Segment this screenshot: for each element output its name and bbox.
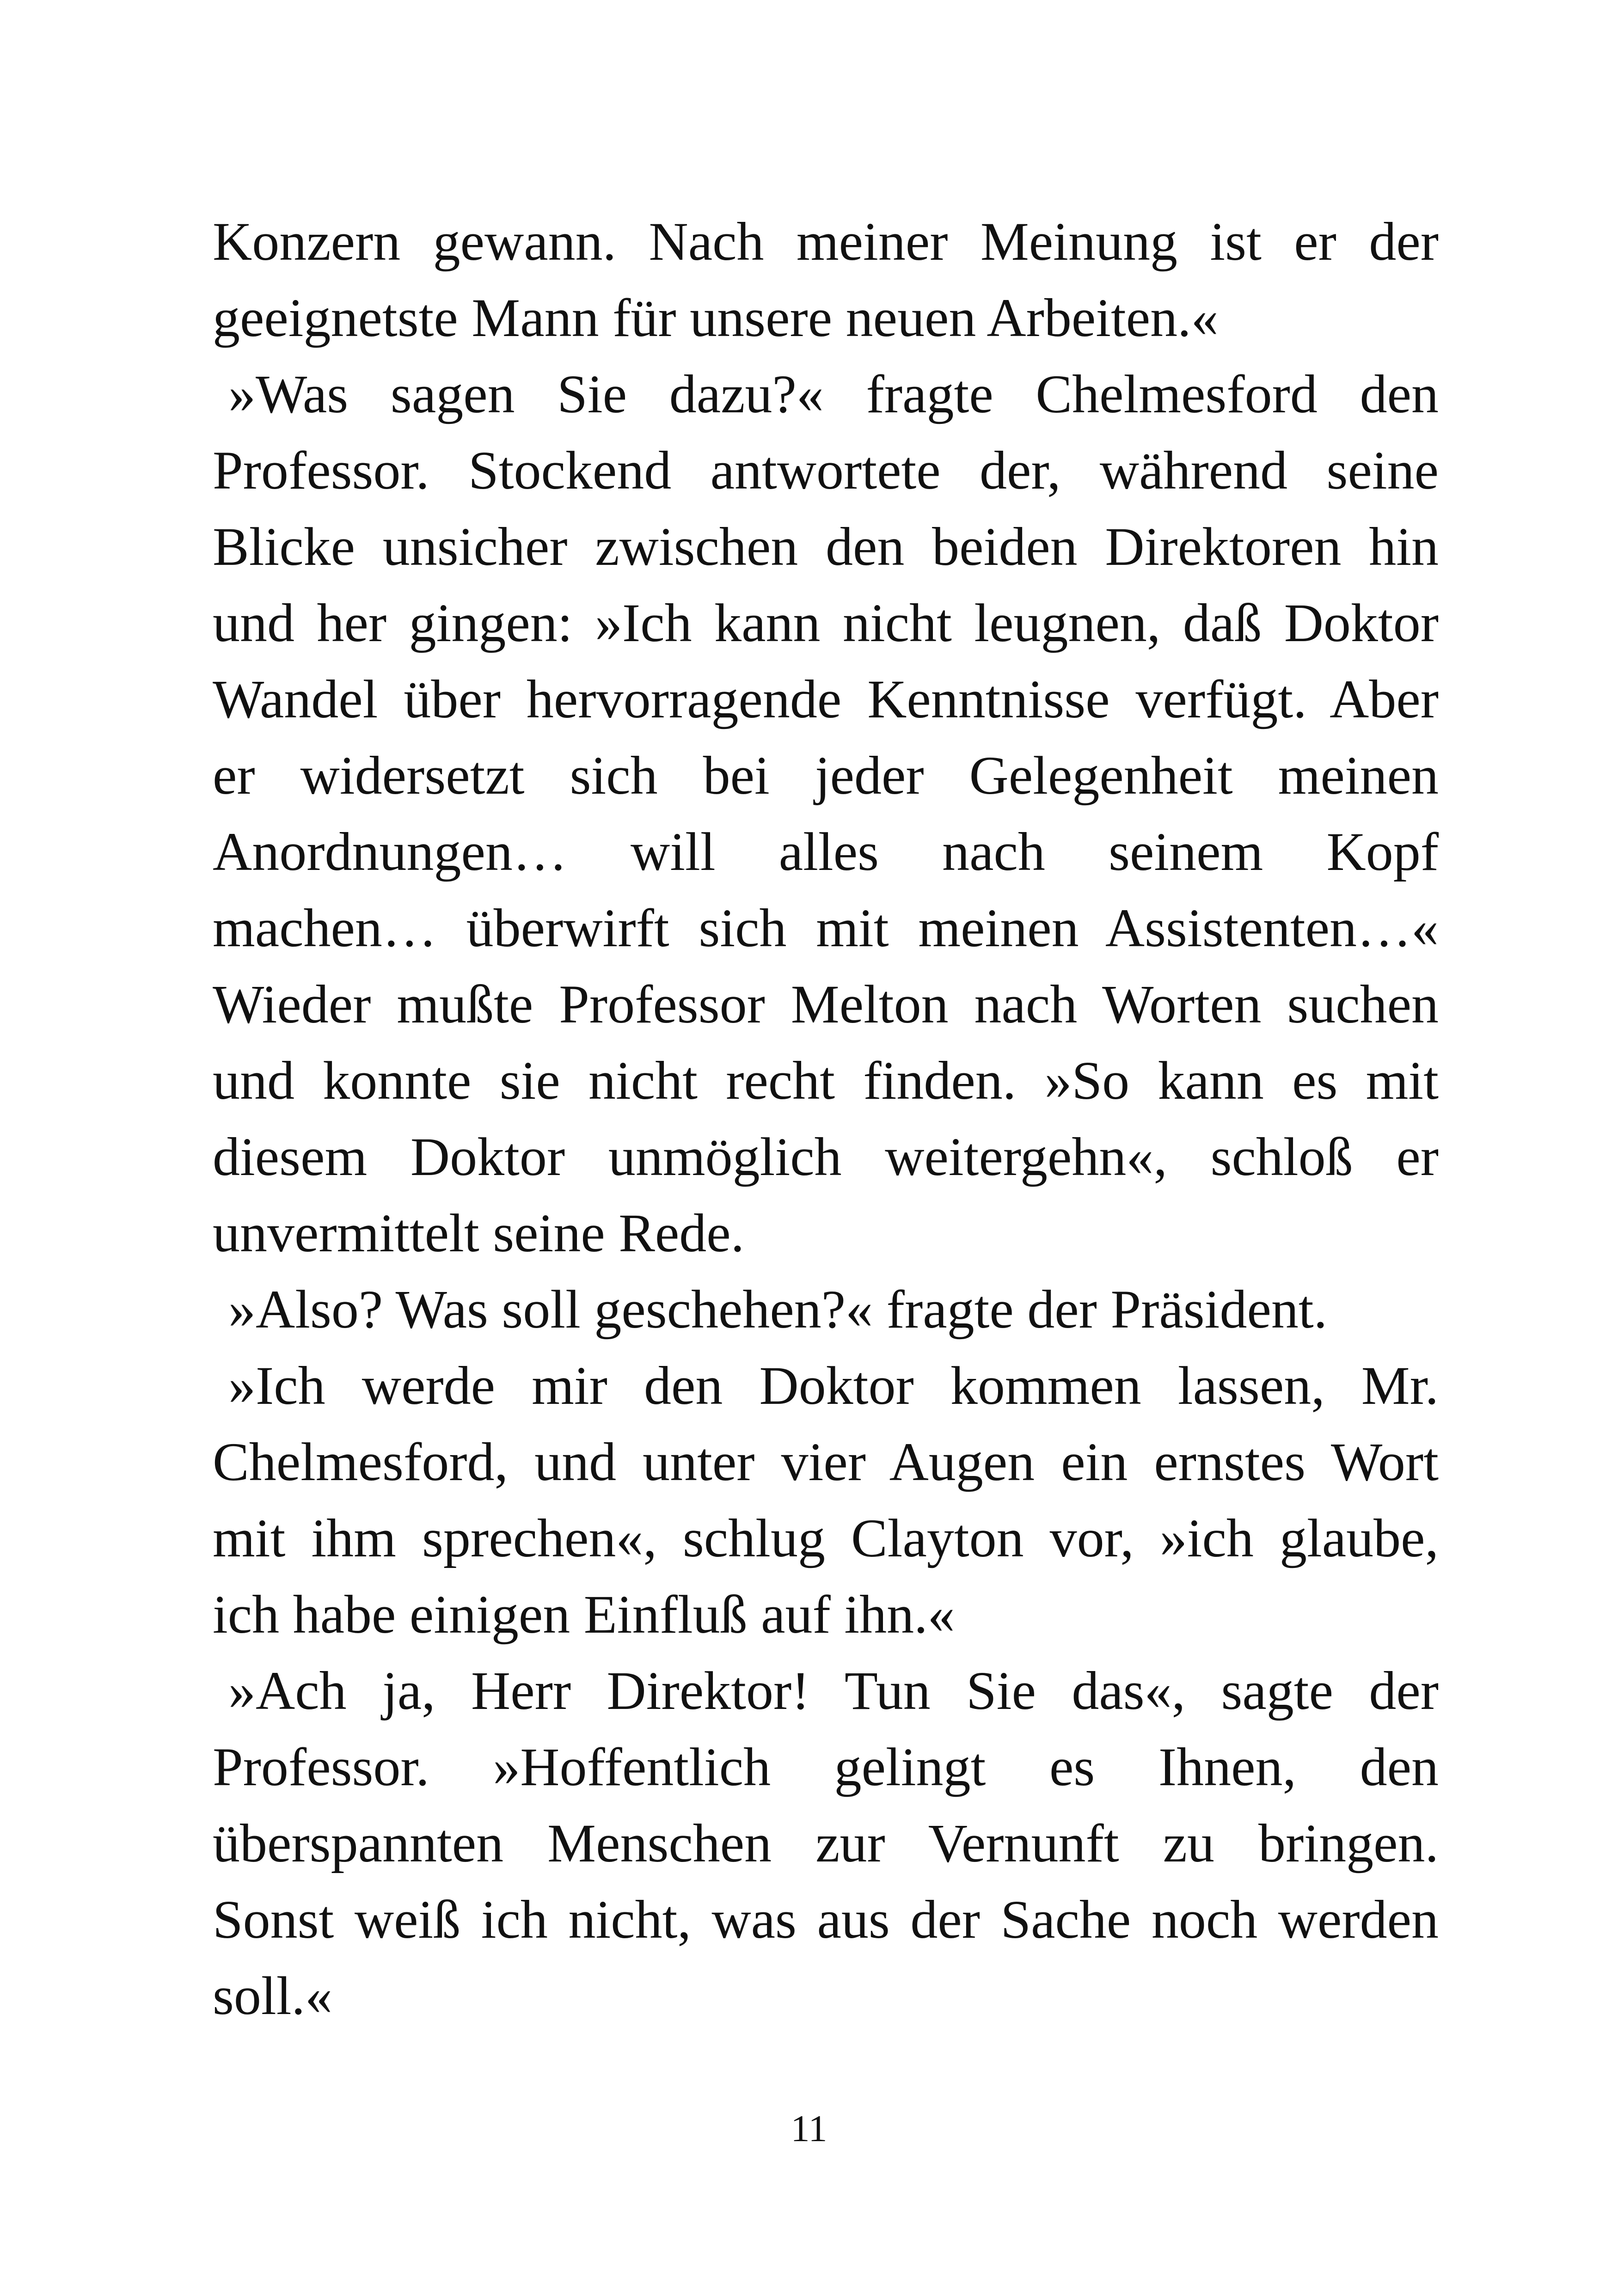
text-line: »Also? Was soll geschehen?« fragte der Präsident. [228, 1279, 1328, 1340]
text-line: Professor. »Hoffentlich gelingt es Ihnen, den [213, 1737, 1439, 1797]
text-line: geeignetste Mann für unsere neuen Arbeiten.« [213, 288, 1219, 348]
page-number: 11 [791, 2107, 827, 2149]
text-line: und konnte sie nicht recht finden. »So kann es mit [213, 1050, 1439, 1111]
text-line: »Ich werde mir den Doktor kommen lassen, Mr. [228, 1355, 1439, 1416]
text-line: ich habe einigen Einfluß auf ihn.« [213, 1584, 955, 1645]
text-line: Anordnungen… will alles nach seinem Kopf [213, 821, 1439, 882]
text-line: »Was sagen Sie dazu?« fragte Chelmesford den [228, 364, 1439, 424]
text-line: Wieder mußte Professor Melton nach Worten suchen [213, 974, 1439, 1035]
text-line: »Ach ja, Herr Direktor! Tun Sie das«, sagte der [228, 1660, 1439, 1721]
text-line: Wandel über hervorragende Kenntnisse verfügt. Aber [213, 669, 1439, 729]
text-line: und her gingen: »Ich kann nicht leugnen, daß Doktor [213, 593, 1439, 653]
text-line: machen… überwirft sich mit meinen Assistenten…« [213, 898, 1439, 958]
text-line: Professor. Stockend antwortete der, während seine [213, 440, 1439, 501]
text-line: mit ihm sprechen«, schlug Clayton vor, »ich glaube, [213, 1508, 1439, 1568]
text-line: Chelmesford, und unter vier Augen ein ernstes Wort [213, 1432, 1439, 1492]
text-line: er widersetzt sich bei jeder Gelegenheit meinen [213, 745, 1439, 806]
text-line: Sonst weiß ich nicht, was aus der Sache noch werden [213, 1889, 1439, 1950]
text-line: Blicke unsicher zwischen den beiden Direktoren hin [213, 516, 1439, 577]
text-line: soll.« [213, 1965, 332, 2026]
body-text [213, 203, 1439, 2034]
text-line: Konzern gewann. Nach meiner Meinung ist er der [213, 211, 1439, 272]
text-line: diesem Doktor unmöglich weitergehn«, schloß er [213, 1127, 1439, 1187]
text-line: überspannten Menschen zur Vernunft zu bringen. [213, 1813, 1439, 1874]
text-line: unvermittelt seine Rede. [213, 1203, 745, 1263]
